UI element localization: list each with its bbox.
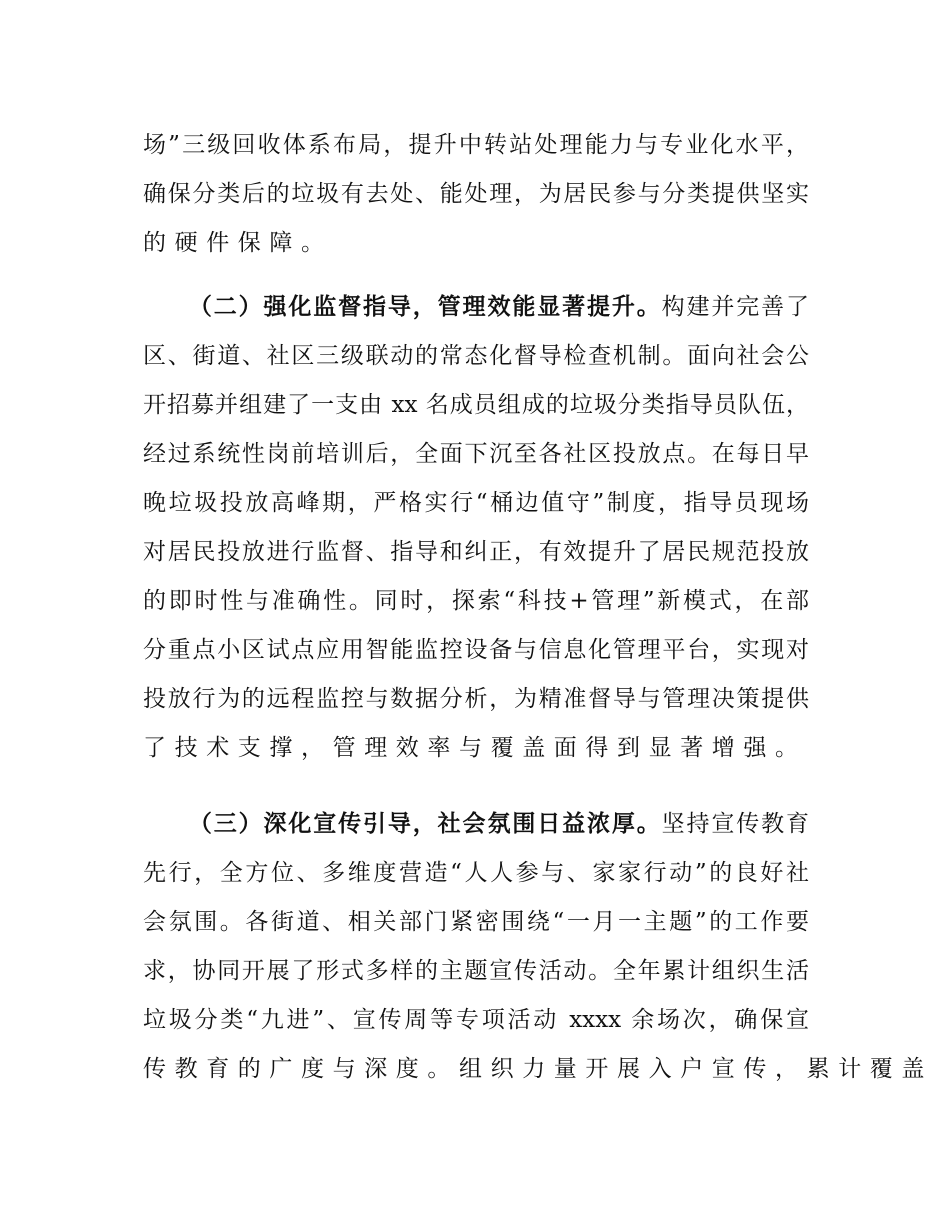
text-line-first — [143, 283, 809, 332]
paragraph-supervision — [143, 283, 809, 773]
text-line: 投放行为的远程监控与数据分析，为精准督导与管理决策提供 — [143, 686, 809, 712]
text-line-first — [143, 800, 809, 849]
text-line: 传教育的广度与深度。组织力量开展入户宣传，累计覆盖 — [143, 1056, 933, 1082]
text-line: 开招募并组建了一支由 xx 名成员组成的垃圾分类指导员队伍， — [143, 392, 809, 418]
text-line: 经过系统性岗前培训后，全面下沉至各社区投放点。在每日早 — [143, 441, 809, 467]
text-segment: 坚持宣传教育 — [661, 811, 810, 837]
text-segment: 构建并完善了 — [661, 294, 810, 320]
text-line: 场”三级回收体系布局，提升中转站处理能力与专业化水平， — [143, 132, 809, 158]
text-line: 先行，全方位、多维度营造“人人参与、家家行动”的良好社 — [143, 860, 809, 886]
text-line: 了技术支撑，管理效率与覆盖面得到显著增强。 — [143, 735, 807, 761]
text-line: 垃圾分类“九进”、宣传周等专项活动 xxxx 余场次，确保宣 — [143, 1007, 809, 1033]
text-line: 求，协同开展了形式多样的主题宣传活动。全年累计组织生活 — [143, 958, 809, 984]
text-line: 的硬件保障。 — [143, 230, 333, 256]
text-line: 对居民投放进行监督、指导和纠正，有效提升了居民规范投放 — [143, 539, 809, 565]
section-heading: （二）强化监督指导，管理效能显著提升。 — [187, 294, 662, 320]
section-heading: （三）深化宣传引导，社会氛围日益浓厚。 — [187, 811, 662, 837]
paragraph-hardware-support — [143, 121, 809, 268]
text-line: 会氛围。各街道、相关部门紧密围绕“一月一主题”的工作要 — [143, 909, 809, 935]
text-line: 确保分类后的垃圾有去处、能处理，为居民参与分类提供坚实 — [143, 181, 809, 207]
paragraph-publicity — [143, 800, 933, 1094]
text-line: 的即时性与准确性。同时，探索“科技+管理”新模式，在部 — [143, 588, 809, 614]
text-line: 分重点小区试点应用智能监控设备与信息化管理平台，实现对 — [143, 637, 809, 663]
text-line: 区、街道、社区三级联动的常态化督导检查机制。面向社会公 — [143, 343, 809, 369]
text-line: 晚垃圾投放高峰期，严格实行“桶边值守”制度，指导员现场 — [143, 490, 809, 516]
